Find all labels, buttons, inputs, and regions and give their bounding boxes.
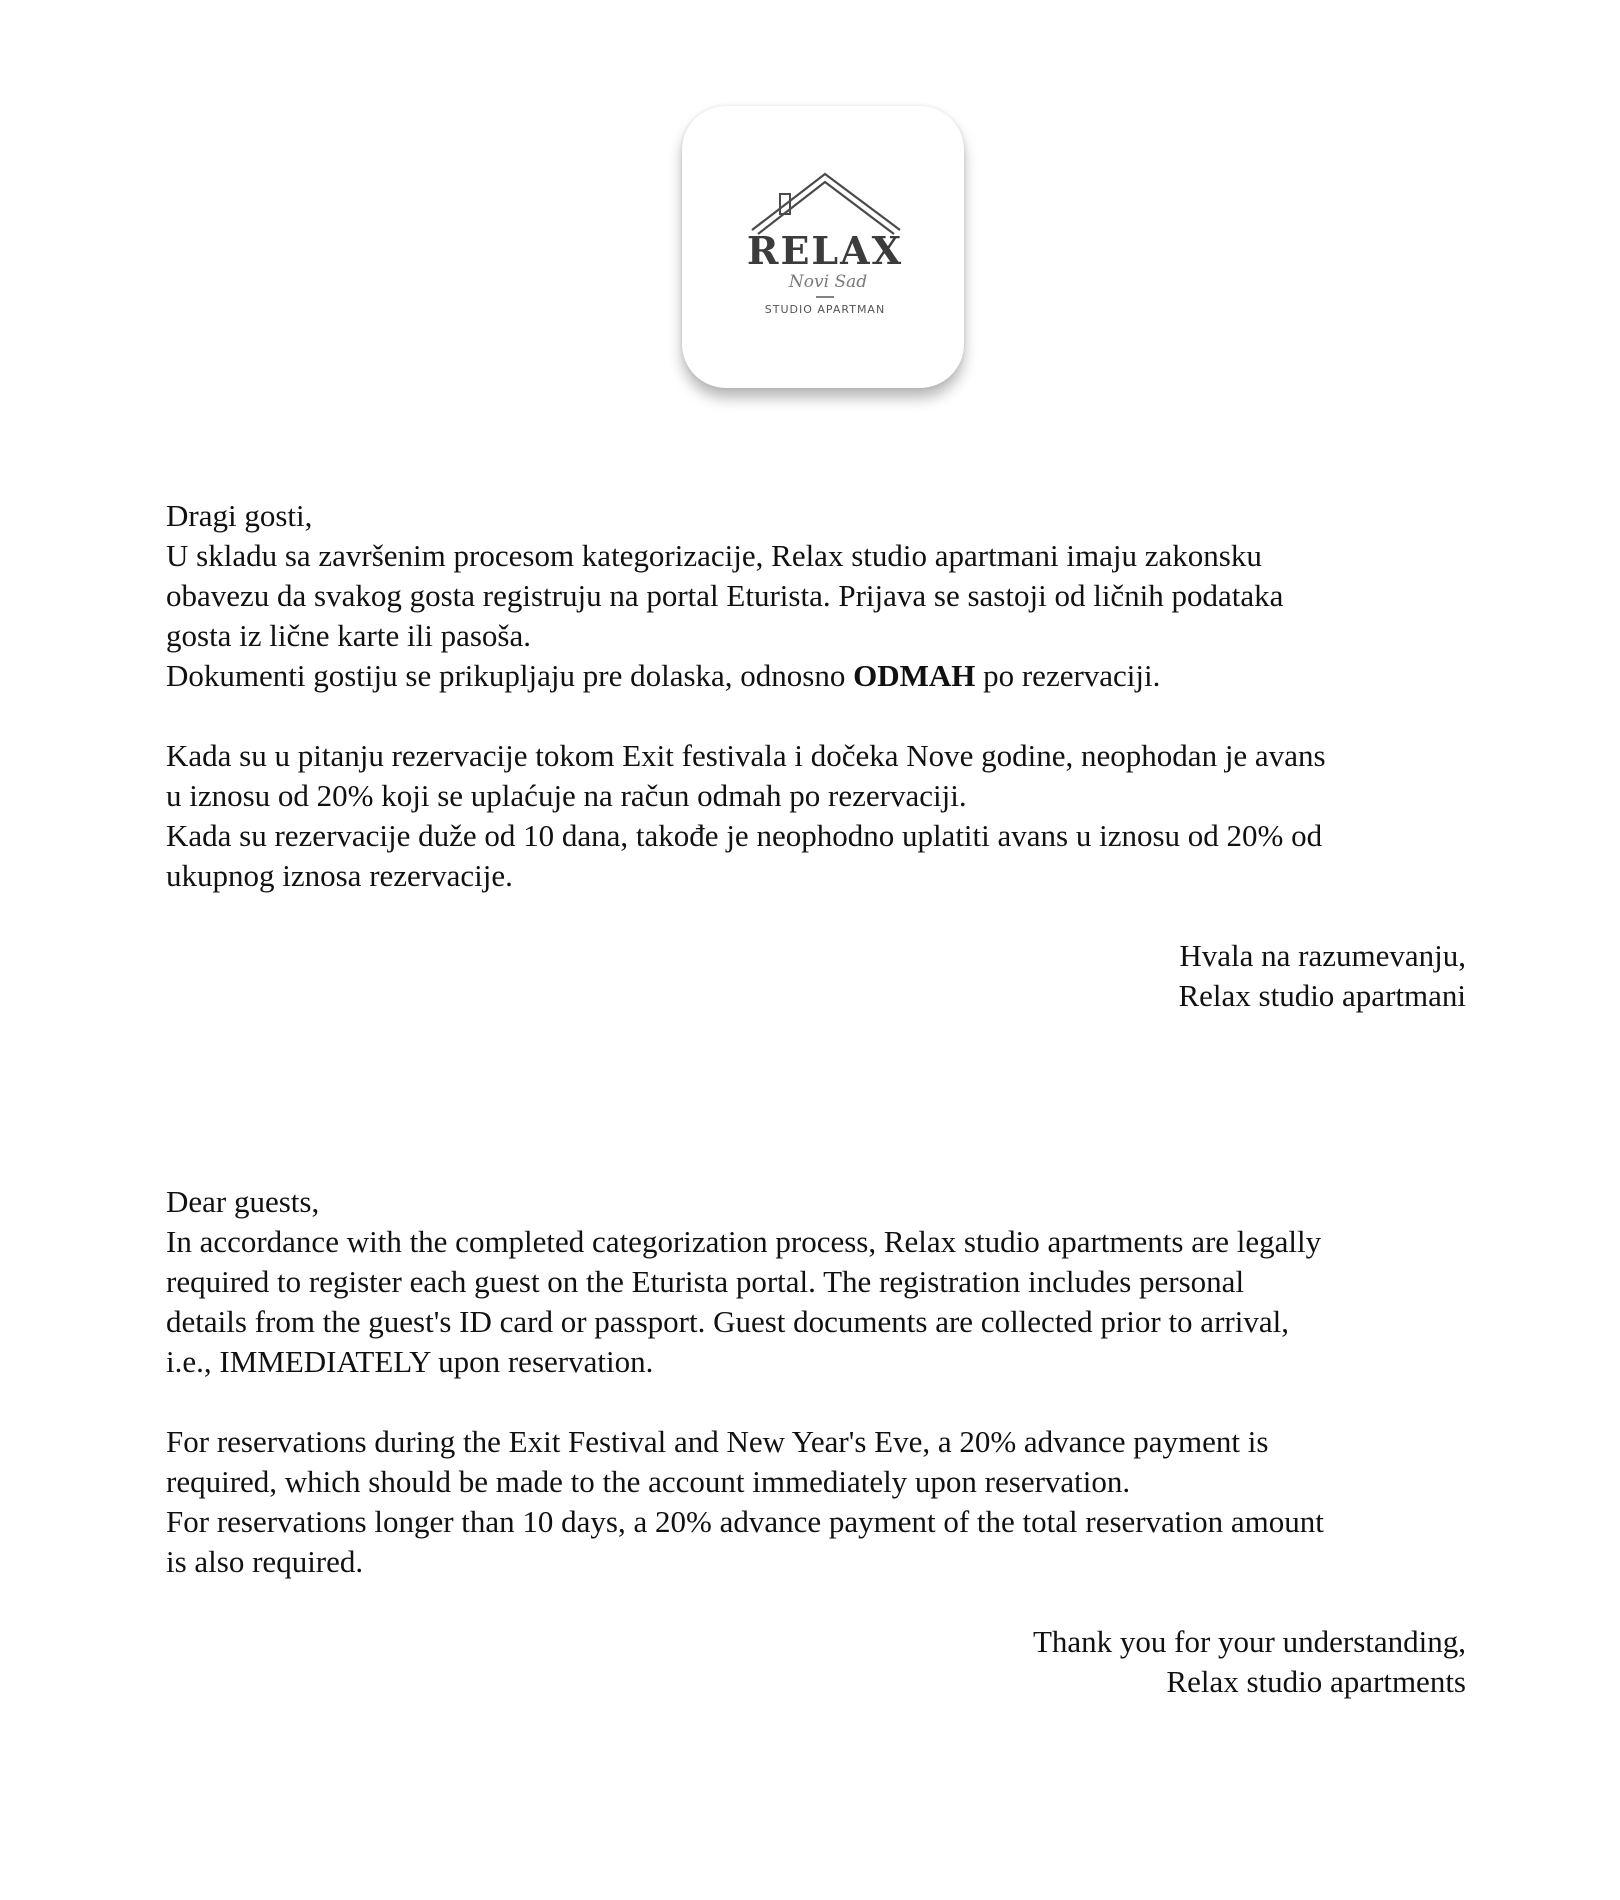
emphasis-text: ODMAH bbox=[853, 658, 976, 693]
text-line: In accordance with the completed categorization process, Relax studio apartments are legally bbox=[166, 1224, 1322, 1259]
text-line: Kada su u pitanju rezervacije tokom Exit festivala i dočeka Nove godine, neophodan je avans bbox=[166, 738, 1326, 773]
text-line: U skladu sa završenim procesom kategorizacije, Relax studio apartmani imaju zakonsku bbox=[166, 538, 1262, 573]
logo-subtitle: STUDIO APARTMAN bbox=[764, 303, 886, 316]
text-line: gosta iz lične karte ili pasoša. bbox=[166, 618, 531, 653]
letter-english bbox=[166, 1182, 1466, 1702]
text-run: Dokumenti gostiju se prikupljaju pre dolaska, odnosno bbox=[166, 658, 854, 693]
text-line: required to register each guest on the Eturista portal. The registration includes personal bbox=[166, 1264, 1245, 1299]
letter-serbian bbox=[166, 496, 1466, 1016]
logo-brand: RELAX bbox=[746, 228, 904, 273]
text-line: Kada su rezervacije duže od 10 dana, takođe je neophodno uplatiti avans u iznosu od 20% od bbox=[166, 818, 1323, 853]
paragraph-advance-payment bbox=[166, 1422, 1466, 1582]
paragraph-registration bbox=[166, 536, 1466, 696]
logo-card bbox=[682, 106, 964, 388]
text-line: u iznosu od 20% koji se uplaćuje na račun odmah po rezervaciji. bbox=[166, 778, 967, 813]
greeting: Dragi gosti, bbox=[166, 498, 313, 533]
greeting: Dear guests, bbox=[166, 1184, 320, 1219]
text-line bbox=[166, 656, 1466, 696]
text-line: obavezu da svakog gosta registruju na portal Eturista. Prijava se sastoji od ličnih podataka bbox=[166, 578, 1284, 613]
logo-script: Novi Sad bbox=[788, 272, 868, 292]
signature-block bbox=[166, 936, 1466, 1016]
closing: Hvala na razumevanju, bbox=[1179, 938, 1466, 973]
signature: Relax studio apartmani bbox=[1178, 978, 1466, 1013]
house-roof-icon bbox=[752, 174, 900, 234]
paragraph-advance-payment bbox=[166, 736, 1466, 896]
text-line: is also required. bbox=[166, 1544, 364, 1579]
text-run: po rezervaciji. bbox=[975, 658, 1161, 693]
closing: Thank you for your understanding, bbox=[1032, 1624, 1466, 1659]
text-line: For reservations longer than 10 days, a 20% advance payment of the total reservation amount bbox=[166, 1504, 1324, 1539]
text-line: For reservations during the Exit Festival and New Year's Eve, a 20% advance payment is bbox=[166, 1424, 1269, 1459]
text-line: details from the guest's ID card or passport. Guest documents are collected prior to arrival, bbox=[166, 1304, 1289, 1339]
text-line: ukupnog iznosa rezervacije. bbox=[166, 858, 513, 893]
paragraph-registration bbox=[166, 1222, 1466, 1382]
text-line: i.e., IMMEDIATELY upon reservation. bbox=[166, 1344, 654, 1379]
signature-block bbox=[166, 1622, 1466, 1702]
signature: Relax studio apartments bbox=[1166, 1664, 1466, 1699]
logo bbox=[682, 106, 964, 388]
text-line: required, which should be made to the account immediately upon reservation. bbox=[166, 1464, 1131, 1499]
